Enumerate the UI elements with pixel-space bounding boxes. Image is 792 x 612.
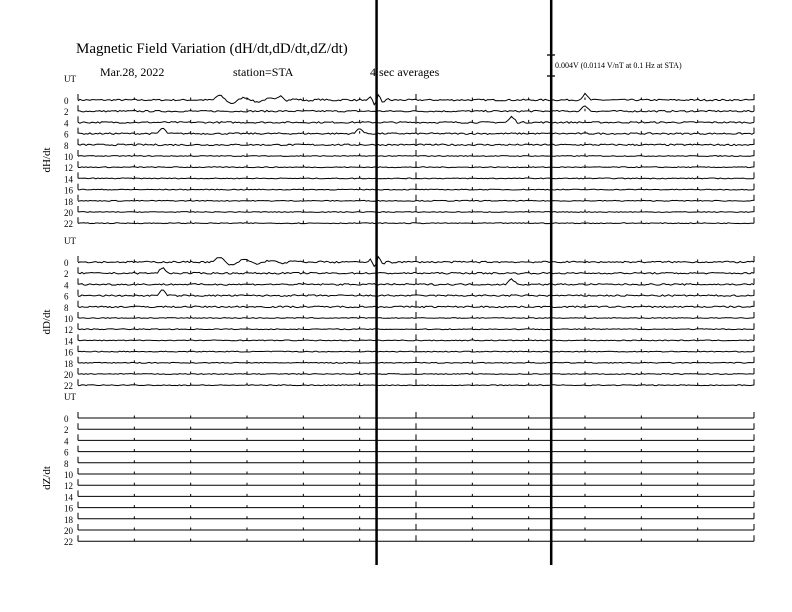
row-label: 22 xyxy=(64,219,73,230)
station-label: station=STA xyxy=(233,65,294,79)
scale-bar xyxy=(547,55,682,76)
row-label: 20 xyxy=(64,370,73,380)
row-label: 14 xyxy=(64,336,73,347)
panel-ylabel: dH/dt xyxy=(41,147,53,173)
row-label: 2 xyxy=(64,425,69,436)
row-label: 6 xyxy=(64,291,69,302)
row-label: 16 xyxy=(64,185,73,196)
scale-label: 0.004V (0.0114 V/nT at 0.1 Hz at STA) xyxy=(555,61,682,70)
row-label: 20 xyxy=(64,526,73,536)
row-label: 2 xyxy=(64,269,69,280)
row-label: 4 xyxy=(64,280,69,291)
row-label: 16 xyxy=(64,503,73,514)
row-label: 10 xyxy=(64,470,73,480)
row-label: 22 xyxy=(64,537,73,548)
row-label: 18 xyxy=(64,514,73,525)
time-axis-label: UT xyxy=(64,392,76,402)
row-label: 0 xyxy=(64,414,69,424)
panel-dD-dt xyxy=(41,236,754,391)
row-label: 8 xyxy=(64,302,69,313)
row-label: 4 xyxy=(64,436,69,447)
row-label: 8 xyxy=(64,140,69,151)
row-label: 6 xyxy=(64,129,69,140)
row-label: 14 xyxy=(64,492,73,503)
row-label: 22 xyxy=(64,381,73,392)
row-label: 2 xyxy=(64,107,69,118)
row-label: 0 xyxy=(64,96,69,106)
date-label: Mar.28, 2022 xyxy=(100,65,165,79)
row-label: 0 xyxy=(64,258,69,268)
row-label: 16 xyxy=(64,347,73,358)
panel-dH-dt xyxy=(41,74,754,229)
panel-ylabel: dD/dt xyxy=(41,309,53,335)
row-label: 20 xyxy=(64,208,73,218)
row-label: 6 xyxy=(64,447,69,458)
row-label: 12 xyxy=(64,481,73,492)
row-label: 12 xyxy=(64,163,73,174)
row-label: 8 xyxy=(64,458,69,469)
chart-title: Magnetic Field Variation (dH/dt,dD/dt,dZ/dt) xyxy=(76,41,348,57)
time-axis-label: UT xyxy=(64,236,76,246)
row-label: 14 xyxy=(64,174,73,185)
row-label: 12 xyxy=(64,325,73,336)
row-label: 18 xyxy=(64,196,73,207)
row-label: 10 xyxy=(64,314,73,324)
panel-dZ-dt xyxy=(41,392,754,547)
row-label: 4 xyxy=(64,118,69,129)
panel-ylabel: dZ/dt xyxy=(41,466,53,490)
row-label: 18 xyxy=(64,358,73,369)
row-label: 10 xyxy=(64,152,73,162)
averaging-label: 4 sec averages xyxy=(370,65,440,79)
time-axis-label: UT xyxy=(64,74,76,84)
